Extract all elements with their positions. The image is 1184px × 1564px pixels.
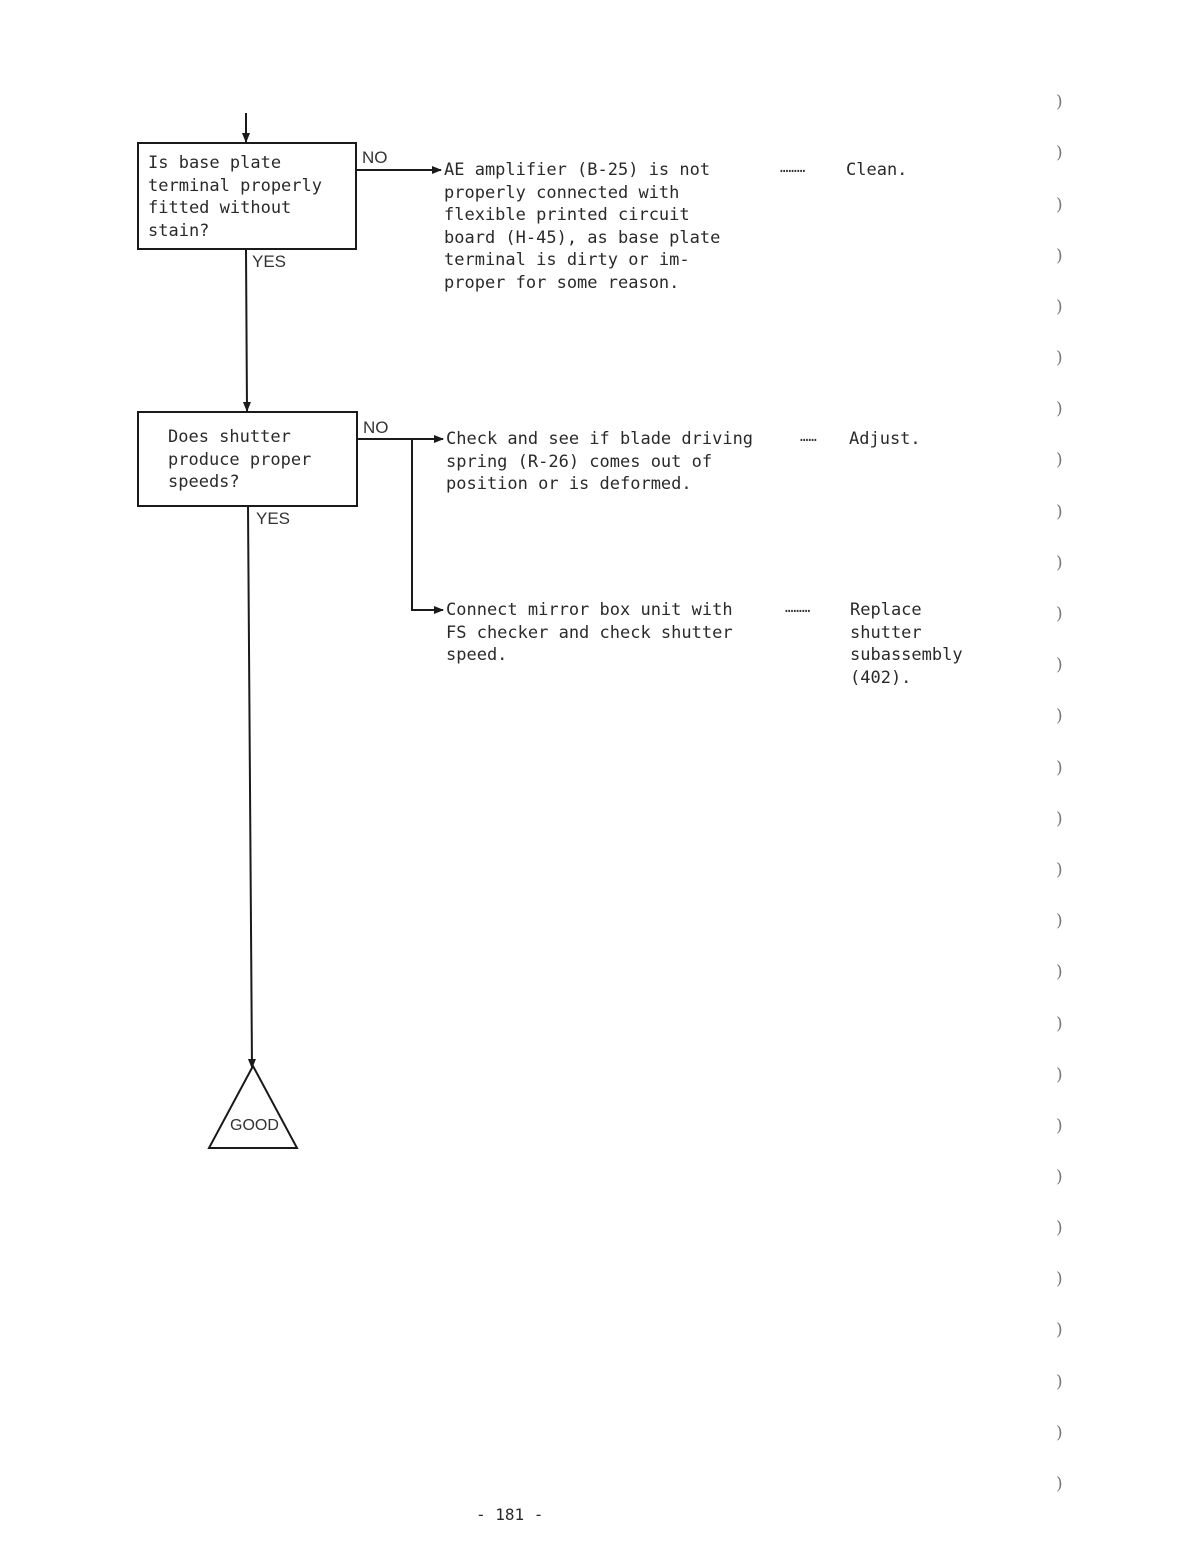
action-check-text: AE amplifier (B-25) is not properly connected with flexible printed circuit board (H-45), as base plate terminal is dirty or im- proper for some reason. [444,160,721,293]
yes-connector-1 [246,250,247,411]
good-terminal-label: GOOD [230,1117,279,1134]
no-label: NO [363,418,389,437]
action-remedy-text: Clean. [846,160,908,180]
good-terminal-triangle [209,1066,297,1148]
no-label: NO [362,148,388,167]
yes-connector-2 [248,507,252,1068]
page-number: - 181 - [476,1505,544,1524]
leader-dots: ……… [780,160,806,176]
leader-dots: …… [800,429,817,445]
action-check-text: Check and see if blade driving spring (R-26) comes out of position or is deformed. [446,429,754,494]
decision-box-base-plate [137,142,357,250]
decision-box-shutter-speed [137,411,358,507]
action-remedy-text: Replace shutter subassembly (402). [850,600,963,688]
yes-label: YES [252,252,287,271]
no-connector-3 [412,439,443,610]
decision-question: Is base plate terminal properly fitted without stain? [148,153,322,241]
leader-dots: ……… [785,600,811,616]
decision-question: Does shutter produce proper speeds? [168,427,312,492]
action-check-text: Connect mirror box unit with FS checker and check shutter speed. [446,600,733,665]
yes-label: YES [256,509,291,528]
action-remedy-text: Adjust. [849,429,921,449]
